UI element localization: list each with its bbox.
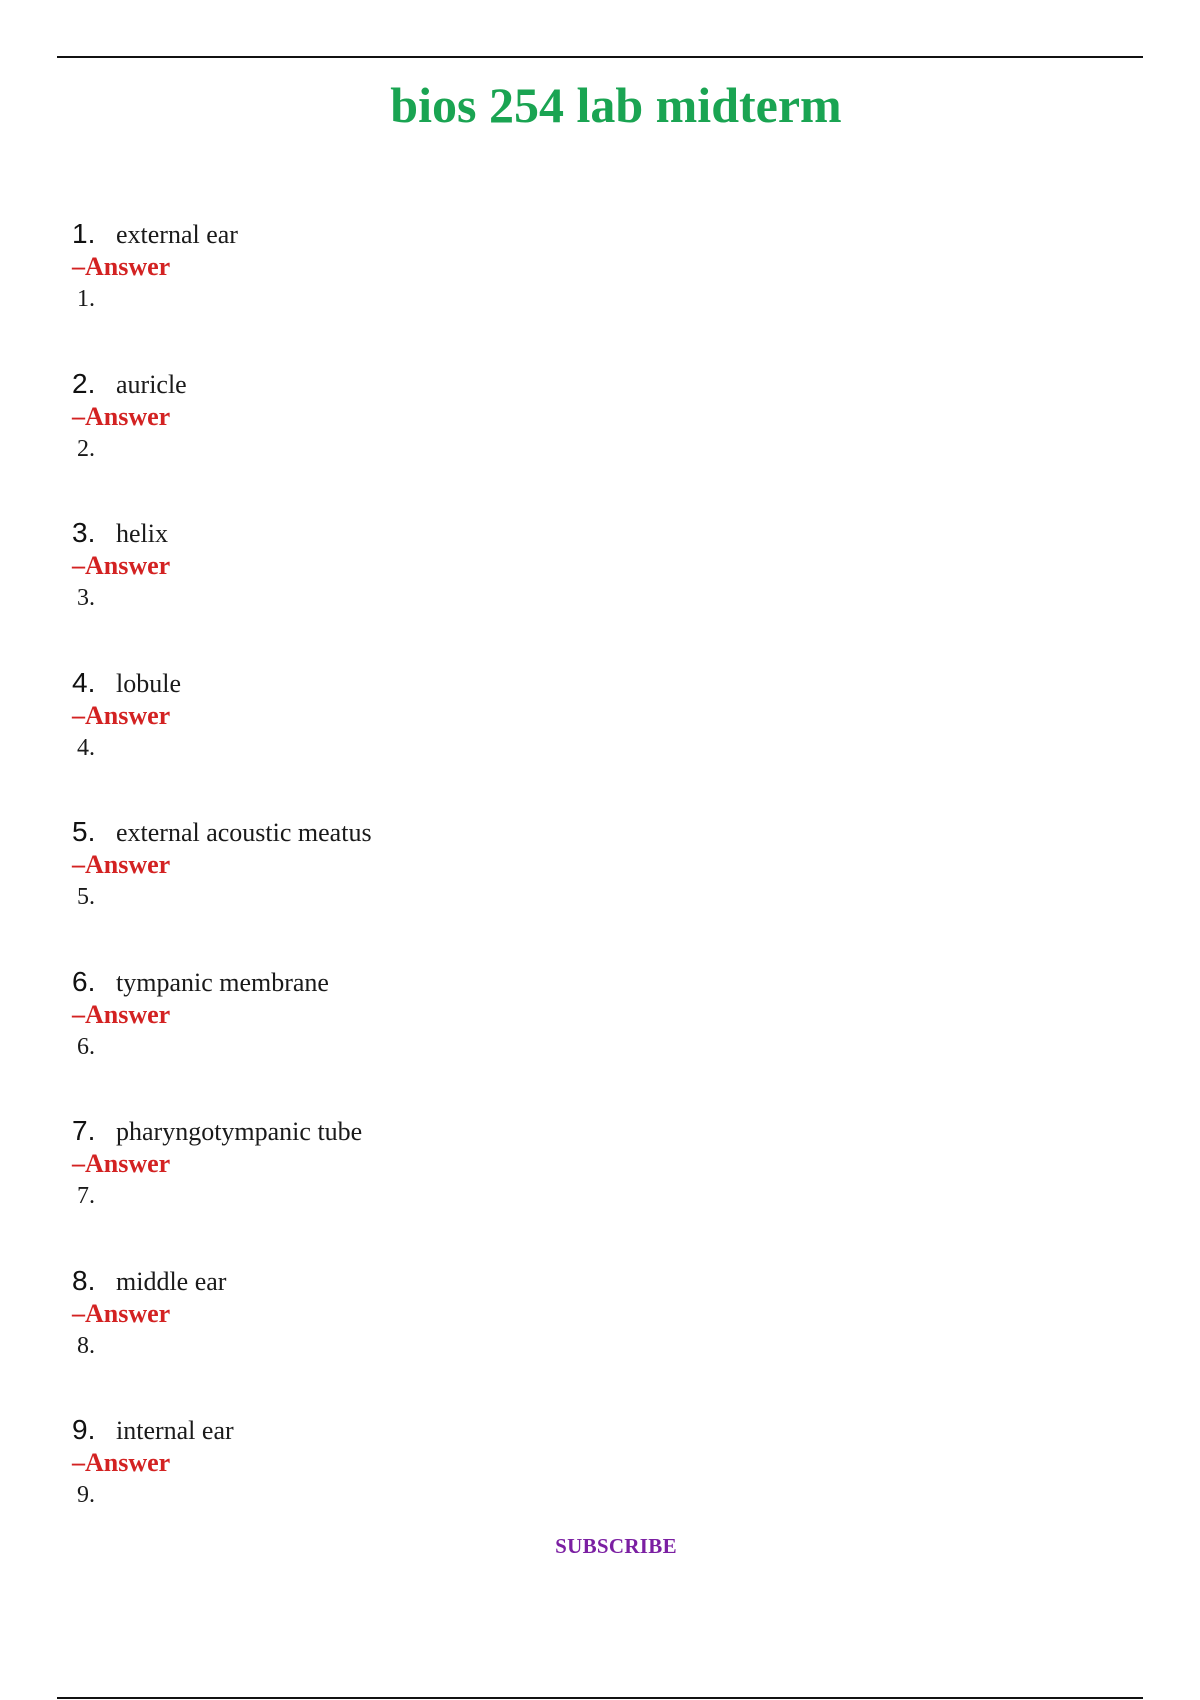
answer-number: 3. <box>77 585 95 611</box>
question-number: 8. <box>72 1264 96 1296</box>
question-item <box>72 667 1072 817</box>
question-text: internal ear <box>116 1416 234 1445</box>
answer-label: –Answer <box>72 1448 171 1477</box>
question-text: external acoustic meatus <box>116 818 372 847</box>
answer-number: 2. <box>77 435 95 462</box>
question-line <box>72 218 1072 252</box>
question-number: 2. <box>72 367 96 399</box>
question-line <box>72 667 1072 701</box>
question-line <box>72 816 1072 850</box>
answer-number: 1. <box>77 286 95 312</box>
answer-label: –Answer <box>72 999 171 1029</box>
question-number: 4. <box>72 666 96 698</box>
question-item <box>72 368 1072 518</box>
question-item <box>72 966 1072 1116</box>
answer-number: 5. <box>77 884 95 910</box>
question-text: lobule <box>116 668 181 698</box>
question-line <box>72 966 1072 1000</box>
question-number: 6. <box>72 965 96 997</box>
question-text: middle ear <box>116 1266 227 1296</box>
question-line <box>72 517 1072 551</box>
question-number: 9. <box>72 1414 96 1445</box>
question-list <box>72 218 1072 1564</box>
answer-number: 9. <box>77 1482 95 1508</box>
top-divider <box>57 56 1143 58</box>
question-text: auricle <box>116 369 187 399</box>
question-item <box>72 1265 1072 1415</box>
question-number: 7. <box>72 1115 96 1146</box>
answer-label: –Answer <box>72 1149 171 1178</box>
answer-label: –Answer <box>72 1298 171 1328</box>
question-item <box>72 816 1072 966</box>
answer-number: 6. <box>77 1033 95 1060</box>
question-number: 1. <box>72 218 96 249</box>
page-title: bios 254 lab midterm <box>390 77 842 133</box>
answer-label: –Answer <box>72 401 171 431</box>
answer-label: –Answer <box>72 252 171 281</box>
question-line <box>72 1115 1072 1149</box>
question-item <box>72 218 1072 368</box>
subscribe-link[interactable]: SUBSCRIBE <box>555 1534 677 1558</box>
answer-label: –Answer <box>72 850 171 879</box>
bottom-divider <box>57 1697 1143 1699</box>
question-text: pharyngotympanic tube <box>116 1117 363 1146</box>
answer-number: 8. <box>77 1332 95 1359</box>
answer-number: 7. <box>77 1183 95 1209</box>
answer-label: –Answer <box>72 551 171 580</box>
question-line <box>72 368 1072 402</box>
question-number: 3. <box>72 517 96 548</box>
question-number: 5. <box>72 816 96 847</box>
question-text: external ear <box>116 220 238 249</box>
answer-label: –Answer <box>72 700 171 730</box>
question-item <box>72 517 1072 667</box>
question-item <box>72 1115 1072 1265</box>
question-text: helix <box>116 519 168 548</box>
question-text: tympanic membrane <box>116 967 329 997</box>
question-line <box>72 1414 1072 1448</box>
question-line <box>72 1265 1072 1299</box>
answer-number: 4. <box>77 734 95 761</box>
